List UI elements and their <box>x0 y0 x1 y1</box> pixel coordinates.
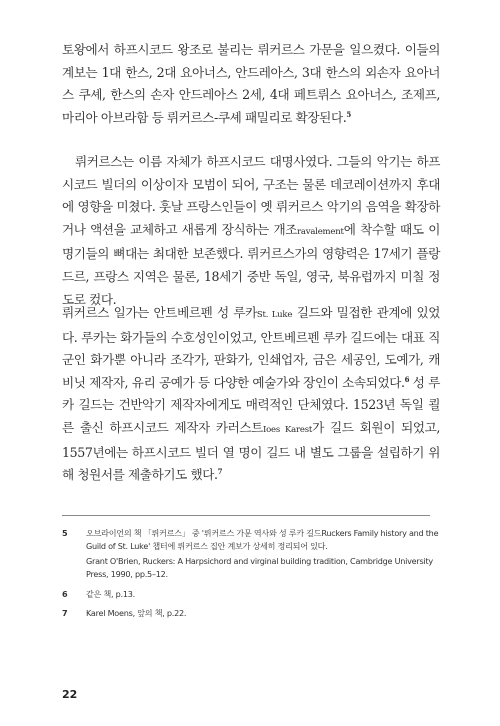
body-paragraph-3 <box>62 302 440 487</box>
foreign-term: St. Luke <box>256 310 293 320</box>
footnotes <box>62 527 440 626</box>
footnote-text: Karel Moens, 앞의 책, p.22. <box>86 608 187 619</box>
footnote-7 <box>62 607 440 620</box>
footnote-ref-6: 6 <box>404 374 410 384</box>
footnote-6 <box>62 588 440 601</box>
footnote-5 <box>62 527 440 582</box>
paragraph-text: 길드와 밀접한 관계에 있었다. 루카는 화가들의 수호성인이었고, 안트베르펜 루카 길드에는 대표 직군인 화가뿐 아니라 조각가, 판화가, 인쇄업자, 금은 세공인, 도예가, 캐비닛 제작자, 유리 공예가 등 다양한 예술가와 장인이 소속되었다. <box>62 305 440 390</box>
paragraph-text: 토왕에서 하프시코드 왕조로 불리는 뤼커르스 가문을 일으켰다. 이들의 계보는 1대 한스, 2대 요아너스, 안드레아스, 3대 한스의 외손자 요아너스 쿠셰, 한스의 손자 안드레아스 2세, 4대 페트뤼스 요아너스, 조제프, 마리아 아브라함 등 뤼커르스-쿠셰 패밀리로 확장된다. <box>62 42 440 125</box>
body-paragraph-2 <box>62 151 440 311</box>
footnote-number: 6 <box>62 588 68 599</box>
paragraph-text: 에 착수할 때도 이 명기들의 뼈대는 최대한 보존했다. 뤼커르스가의 영향력은 17세기 플랑드르, 프랑스 지역은 물론, 18세기 중반 독일, 영국, 북유럽까지 미칠 정도로 컸다. <box>62 221 440 307</box>
footnote-ref-7: 7 <box>217 467 223 477</box>
paragraph-text: 성 루카 길드는 건반악기 제작자에게도 매력적인 단체였다. 1523년 독일 쾰른 출신 하프시코드 제작자 카러스트 <box>62 374 440 435</box>
footnote-number: 5 <box>62 528 68 538</box>
paragraph-text: 뤼커르스 일가는 안트베르펜 성 루카 <box>62 305 257 320</box>
foreign-term: Ioes Karest <box>262 424 313 435</box>
footnote-citation: Grant O'Brien, Ruckers: A Harpsichord and virginal building tradition, Cambridge University Press, 1990, pp.5–12. <box>86 555 433 580</box>
body-paragraph-1 <box>62 39 440 129</box>
paragraph-text: 뤼커르스는 이름 자체가 하프시코드 대명사였다. 그들의 악기는 하프시코드 빌더의 이상이자 모범이 되어, 구조는 물론 데코레이션까지 후대에 영향을 미쳤다. 훗날 프랑스인들이 옛 뤼커르스 악기의 음역을 확장하거나 액션을 교체하고 새롭게 장식하는 개조 <box>62 154 440 237</box>
footnote-number: 7 <box>62 608 68 619</box>
page-number: 22 <box>62 688 78 701</box>
footnote-divider <box>62 515 430 516</box>
footnote-text-korean: 오브라이언의 책 「뤼커르스」 중 '뤼커르스 가문 역사와 성 루카 길드Ruckers Family history and the Guild of St. Luke' 챕터에 뤼커르스 집안 계보가 상세히 정리되어 있다. <box>86 528 439 552</box>
footnote-ref-5: 5 <box>346 109 351 119</box>
foreign-term: ravalement <box>296 226 344 237</box>
footnote-text: 같은 책, p.13. <box>86 588 136 599</box>
paragraph-text: 가 길드 회원이 되었고, 1557년에는 하프시코드 빌더 열 명이 길드 내 별도 그룹을 설립하기 위해 청원서를 제출하기도 했다. <box>62 419 440 483</box>
